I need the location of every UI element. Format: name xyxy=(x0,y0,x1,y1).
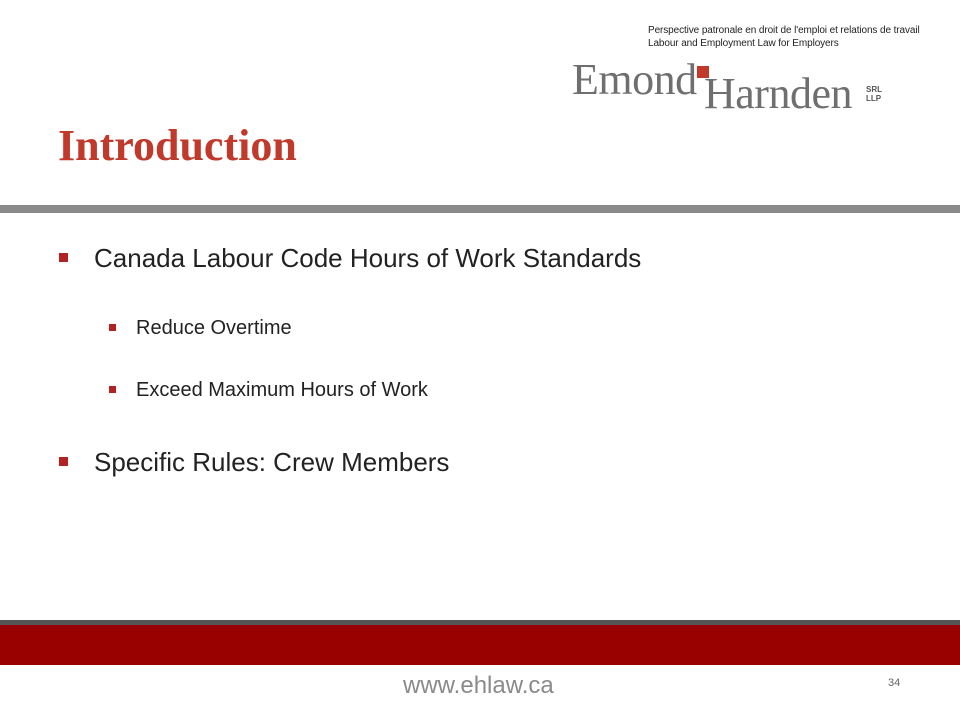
square-bullet-icon xyxy=(59,253,68,262)
sub-bullet-text: Exceed Maximum Hours of Work xyxy=(136,379,428,401)
logo-tagline-english: Labour and Employment Law for Employers xyxy=(648,38,839,49)
slide-title: Introduction xyxy=(58,121,297,170)
square-bullet-icon xyxy=(109,386,116,393)
header-divider xyxy=(0,205,960,213)
bullet-text: Specific Rules: Crew Members xyxy=(94,447,450,477)
sub-bullet-text: Reduce Overtime xyxy=(136,317,292,339)
bullet-text: Canada Labour Code Hours of Work Standards xyxy=(94,243,642,273)
sub-bullet-item xyxy=(136,378,428,402)
page-number: 34 xyxy=(888,677,901,689)
footer-website-link[interactable]: www.ehlaw.ca xyxy=(403,672,554,699)
square-bullet-icon xyxy=(109,324,116,331)
company-logo xyxy=(570,22,920,118)
logo-suffix xyxy=(866,85,882,103)
logo-name-harnden: Harnden xyxy=(704,69,852,118)
logo-name-emond: Emond xyxy=(572,55,697,104)
bullet-item xyxy=(94,243,641,273)
bullet-item xyxy=(94,447,449,477)
logo-suffix-llp: LLP xyxy=(866,94,882,103)
logo-tagline-french: Perspective patronale en droit de l'emploi et relations de travail xyxy=(648,25,920,36)
sub-bullet-item xyxy=(136,316,292,340)
logo-suffix-srl: SRL xyxy=(866,85,882,94)
square-bullet-icon xyxy=(59,457,68,466)
footer-band xyxy=(0,625,960,665)
